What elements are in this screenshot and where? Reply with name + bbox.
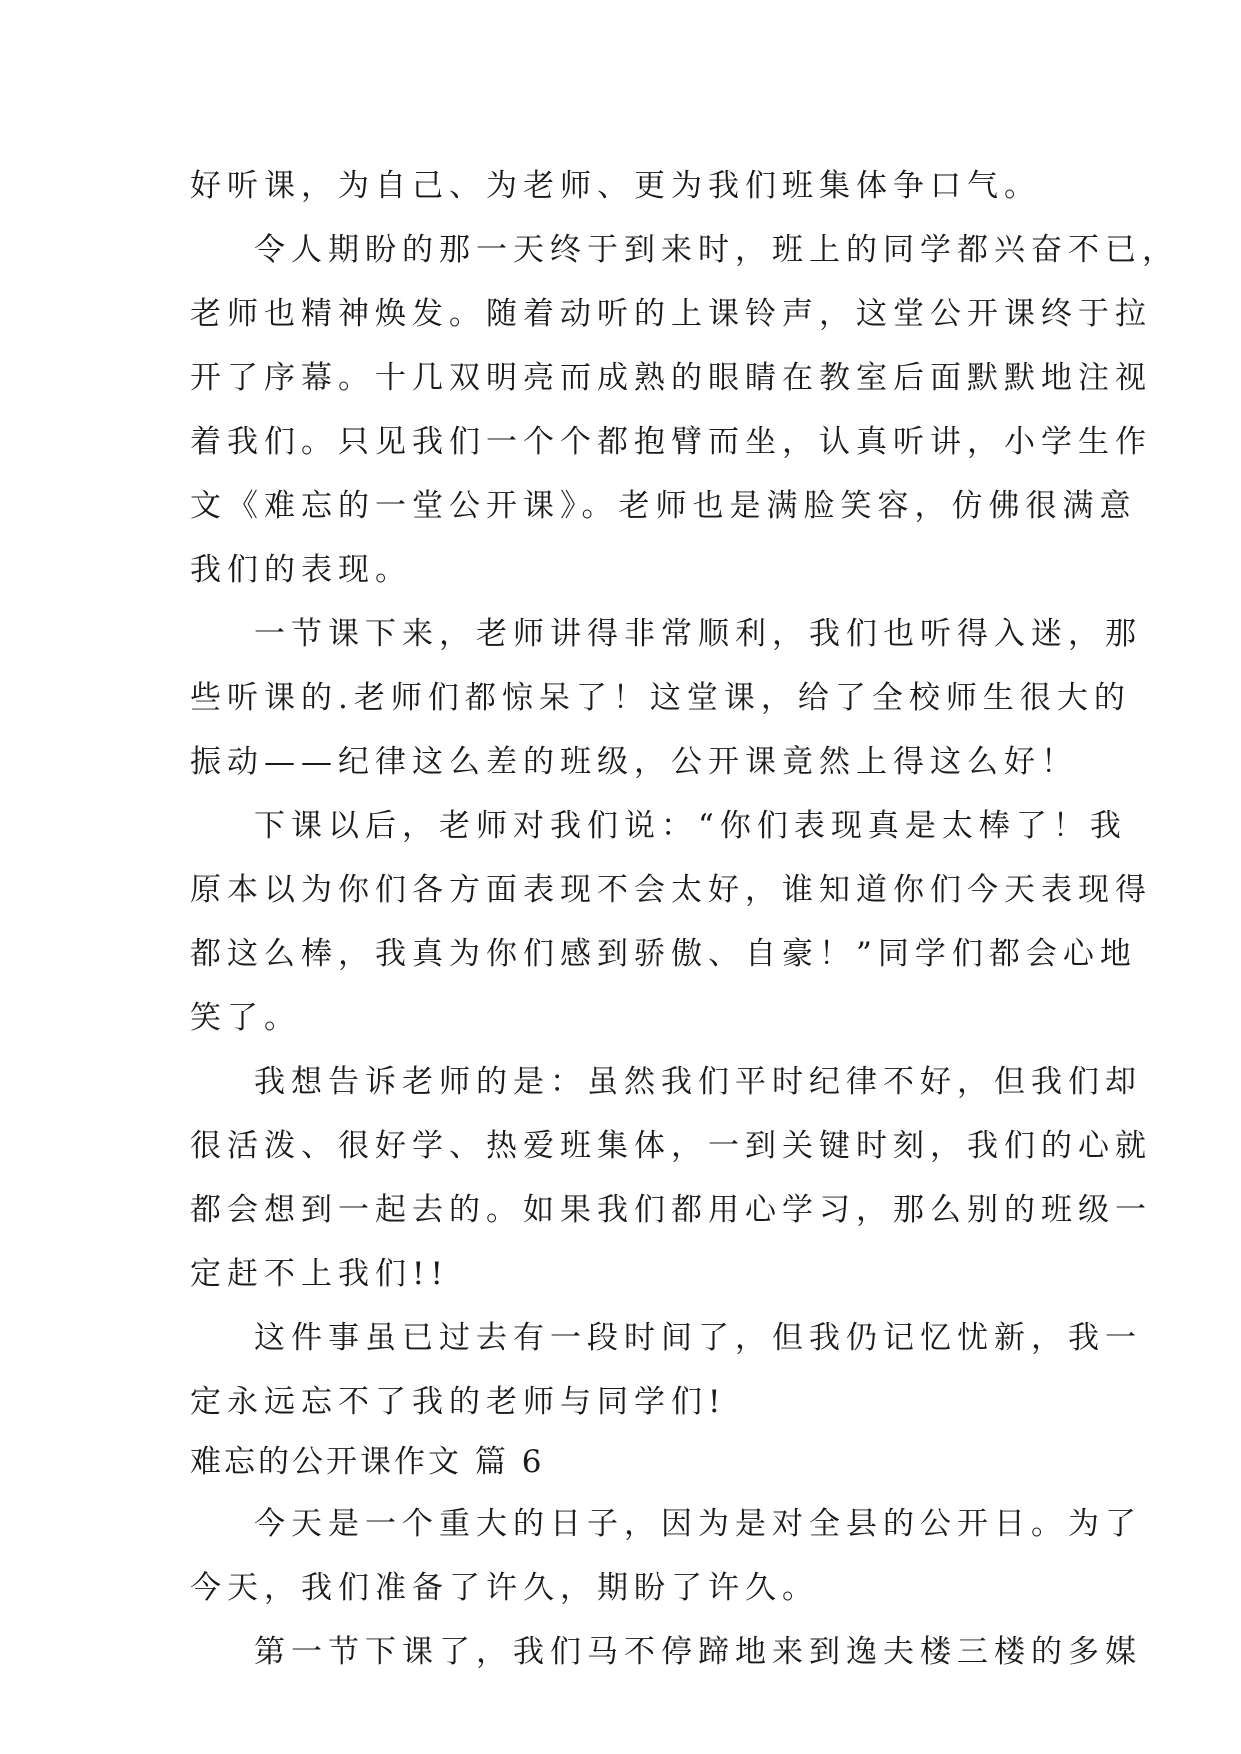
text-line: 很活泼、很好学、热爱班集体，一到关键时刻，我们的心就 <box>190 1128 1152 1164</box>
text-line: 定赶不上我们!! <box>190 1256 449 1292</box>
text-line: 着我们。只见我们一个个都抱臂而坐，认真听讲，小学生作 <box>190 424 1152 460</box>
paragraph-start-line: 下课以后，老师对我们说：“你们表现真是太棒了！我 <box>254 808 1127 844</box>
text-line: 好听课，为自己、为老师、更为我们班集体争口气。 <box>190 168 1041 204</box>
paragraph-start-line: 今天是一个重大的日子，因为是对全县的公开日。为了 <box>254 1506 1142 1542</box>
text-line: 都这么棒，我真为你们感到骄傲、自豪！”同学们都会心地 <box>190 936 1137 972</box>
text-line: 老师也精神焕发。随着动听的上课铃声，这堂公开课终于拉 <box>190 296 1152 332</box>
text-line: 笑了。 <box>190 1000 301 1036</box>
paragraph-start-line: 我想告诉老师的是：虽然我们平时纪律不好，但我们却 <box>254 1064 1142 1100</box>
text-line: 都会想到一起去的。如果我们都用心学习，那么别的班级一 <box>190 1192 1152 1228</box>
text-line: 原本以为你们各方面表现不会太好，谁知道你们今天表现得 <box>190 872 1152 908</box>
paragraph-start-line: 一节课下来，老师讲得非常顺利，我们也听得入迷，那 <box>254 616 1142 652</box>
text-line: 我们的表现。 <box>190 552 412 588</box>
paragraph-start-line: 令人期盼的那一天终于到来时，班上的同学都兴奋不已， <box>254 232 1179 268</box>
section-heading: 难忘的公开课作文 篇 6 <box>190 1444 545 1480</box>
text-line: 定永远忘不了我的老师与同学们! <box>190 1384 727 1420</box>
paragraph-start-line: 这件事虽已过去有一段时间了，但我仍记忆忧新，我一 <box>254 1320 1142 1356</box>
text-line: 文《难忘的一堂公开课》。老师也是满脸笑容，仿佛很满意 <box>190 488 1137 524</box>
text-line: 振动——纪律这么差的班级，公开课竟然上得这么好！ <box>190 744 1078 780</box>
text-line: 今天，我们准备了许久，期盼了许久。 <box>190 1570 819 1606</box>
paragraph-start-line: 第一节下课了，我们马不停蹄地来到逸夫楼三楼的多媒 <box>254 1634 1142 1670</box>
text-line: 开了序幕。十几双明亮而成熟的眼睛在教室后面默默地注视 <box>190 360 1152 396</box>
text-line: 些听课的.老师们都惊呆了！这堂课，给了全校师生很大的 <box>190 680 1131 716</box>
